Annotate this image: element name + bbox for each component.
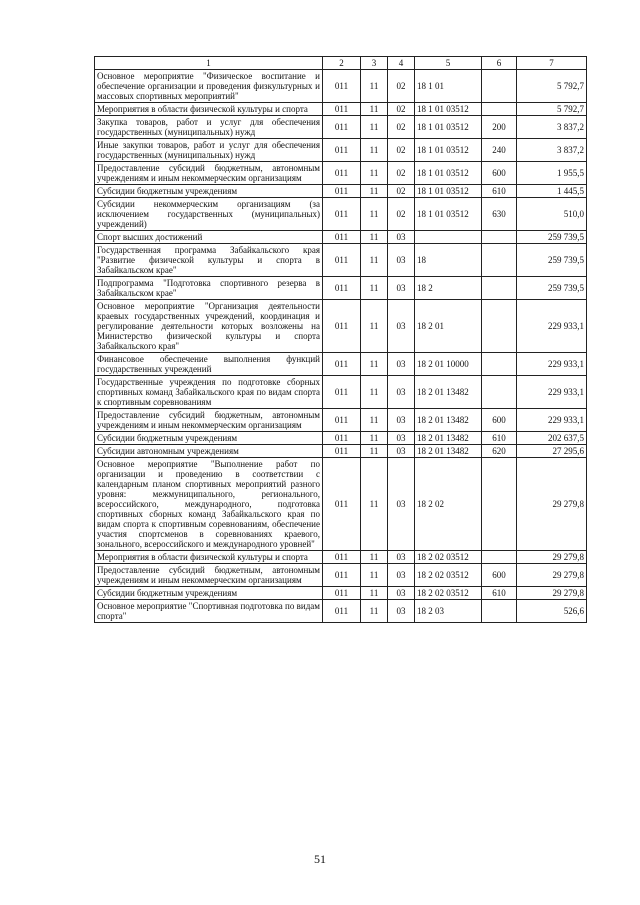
item-name-cell: Предоставление субсидий бюджетным, автономным учреждениям и иным некоммерческим организациям bbox=[95, 162, 323, 185]
amount-cell: 29 279,8 bbox=[517, 564, 587, 587]
subsection-cell: 02 bbox=[388, 103, 415, 116]
expense-type-cell bbox=[482, 300, 517, 353]
target-article-cell: 18 1 01 03512 bbox=[415, 103, 482, 116]
amount-cell: 3 837,2 bbox=[517, 139, 587, 162]
subsection-cell: 03 bbox=[388, 376, 415, 409]
table-row bbox=[95, 600, 587, 623]
section-cell: 11 bbox=[361, 551, 388, 564]
header-col-4: 4 bbox=[388, 57, 415, 70]
target-article-cell: 18 1 01 bbox=[415, 70, 482, 103]
amount-cell: 3 837,2 bbox=[517, 116, 587, 139]
subsection-cell: 03 bbox=[388, 587, 415, 600]
subsection-cell: 03 bbox=[388, 277, 415, 300]
item-name-cell: Закупка товаров, работ и услуг для обеспечения государственных (муниципальных) нужд bbox=[95, 116, 323, 139]
table-row bbox=[95, 587, 587, 600]
subsection-cell: 02 bbox=[388, 70, 415, 103]
subsection-cell: 03 bbox=[388, 600, 415, 623]
expense-type-cell bbox=[482, 551, 517, 564]
section-cell: 11 bbox=[361, 244, 388, 277]
section-cell: 11 bbox=[361, 409, 388, 432]
item-name-cell: Мероприятия в области физической культуры и спорта bbox=[95, 103, 323, 116]
section-cell: 11 bbox=[361, 277, 388, 300]
target-article-cell: 18 1 01 03512 bbox=[415, 198, 482, 231]
section-cell: 11 bbox=[361, 162, 388, 185]
table-row bbox=[95, 139, 587, 162]
subsection-cell: 03 bbox=[388, 458, 415, 551]
amount-cell: 259 739,5 bbox=[517, 231, 587, 244]
item-name-cell: Основное мероприятие "Спортивная подготовка по видам спорта" bbox=[95, 600, 323, 623]
item-name-cell: Основное мероприятие "Организация деятельности краевых государственных учреждений, координация и регулирование деятельности которых возложены на Министерство физической культуры и спорта Забайкальского края" bbox=[95, 300, 323, 353]
item-name-cell: Предоставление субсидий бюджетным, автономным учреждениям и иным некоммерческим организациям bbox=[95, 564, 323, 587]
table-row bbox=[95, 551, 587, 564]
target-article-cell: 18 2 02 bbox=[415, 458, 482, 551]
expense-type-cell bbox=[482, 458, 517, 551]
admin-code-cell: 011 bbox=[323, 231, 361, 244]
table-row bbox=[95, 376, 587, 409]
table-row bbox=[95, 458, 587, 551]
item-name-cell: Основное мероприятие "Физическое воспитание и обеспечение организации и проведения физкультурных и массовых спортивных мероприятий" bbox=[95, 70, 323, 103]
expense-type-cell: 600 bbox=[482, 162, 517, 185]
amount-cell: 29 279,8 bbox=[517, 551, 587, 564]
expense-type-cell bbox=[482, 353, 517, 376]
table-row bbox=[95, 231, 587, 244]
target-article-cell: 18 2 02 03512 bbox=[415, 564, 482, 587]
amount-cell: 5 792,7 bbox=[517, 70, 587, 103]
expense-type-cell bbox=[482, 376, 517, 409]
amount-cell: 5 792,7 bbox=[517, 103, 587, 116]
expense-type-cell bbox=[482, 600, 517, 623]
section-cell: 11 bbox=[361, 198, 388, 231]
target-article-cell: 18 1 01 03512 bbox=[415, 116, 482, 139]
table-row bbox=[95, 185, 587, 198]
item-name-cell: Субсидии бюджетным учреждениям bbox=[95, 185, 323, 198]
amount-cell: 1 955,5 bbox=[517, 162, 587, 185]
admin-code-cell: 011 bbox=[323, 564, 361, 587]
admin-code-cell: 011 bbox=[323, 300, 361, 353]
table-row bbox=[95, 564, 587, 587]
item-name-cell: Мероприятия в области физической культуры и спорта bbox=[95, 551, 323, 564]
item-name-cell: Иные закупки товаров, работ и услуг для обеспечения государственных (муниципальных) нужд bbox=[95, 139, 323, 162]
expense-type-cell: 240 bbox=[482, 139, 517, 162]
amount-cell: 1 445,5 bbox=[517, 185, 587, 198]
target-article-cell: 18 2 02 03512 bbox=[415, 551, 482, 564]
table-row bbox=[95, 353, 587, 376]
subsection-cell: 02 bbox=[388, 139, 415, 162]
amount-cell: 229 933,1 bbox=[517, 376, 587, 409]
expense-type-cell bbox=[482, 103, 517, 116]
section-cell: 11 bbox=[361, 353, 388, 376]
subsection-cell: 02 bbox=[388, 116, 415, 139]
target-article-cell: 18 2 01 13482 bbox=[415, 409, 482, 432]
expense-type-cell: 630 bbox=[482, 198, 517, 231]
target-article-cell: 18 2 01 13482 bbox=[415, 445, 482, 458]
expense-type-cell bbox=[482, 70, 517, 103]
target-article-cell: 18 bbox=[415, 244, 482, 277]
expense-type-cell: 610 bbox=[482, 185, 517, 198]
subsection-cell: 03 bbox=[388, 551, 415, 564]
item-name-cell: Субсидии бюджетным учреждениям bbox=[95, 432, 323, 445]
amount-cell: 259 739,5 bbox=[517, 277, 587, 300]
admin-code-cell: 011 bbox=[323, 600, 361, 623]
subsection-cell: 03 bbox=[388, 231, 415, 244]
expense-type-cell: 620 bbox=[482, 445, 517, 458]
target-article-cell: 18 2 01 bbox=[415, 300, 482, 353]
section-cell: 11 bbox=[361, 231, 388, 244]
target-article-cell: 18 2 01 13482 bbox=[415, 432, 482, 445]
subsection-cell: 03 bbox=[388, 300, 415, 353]
item-name-cell: Финансовое обеспечение выполнения функций государственных учреждений bbox=[95, 353, 323, 376]
item-name-cell: Предоставление субсидий бюджетным, автономным учреждениям и иным некоммерческим организациям bbox=[95, 409, 323, 432]
target-article-cell: 18 2 01 13482 bbox=[415, 376, 482, 409]
target-article-cell: 18 2 02 03512 bbox=[415, 587, 482, 600]
header-col-6: 6 bbox=[482, 57, 517, 70]
header-col-3: 3 bbox=[361, 57, 388, 70]
amount-cell: 29 279,8 bbox=[517, 587, 587, 600]
expense-type-cell: 600 bbox=[482, 409, 517, 432]
section-cell: 11 bbox=[361, 376, 388, 409]
admin-code-cell: 011 bbox=[323, 587, 361, 600]
target-article-cell: 18 1 01 03512 bbox=[415, 162, 482, 185]
table-row bbox=[95, 70, 587, 103]
table-row bbox=[95, 116, 587, 139]
section-cell: 11 bbox=[361, 103, 388, 116]
header-col-2: 2 bbox=[323, 57, 361, 70]
section-cell: 11 bbox=[361, 600, 388, 623]
subsection-cell: 02 bbox=[388, 198, 415, 231]
admin-code-cell: 011 bbox=[323, 432, 361, 445]
amount-cell: 259 739,5 bbox=[517, 244, 587, 277]
target-article-cell bbox=[415, 231, 482, 244]
admin-code-cell: 011 bbox=[323, 353, 361, 376]
admin-code-cell: 011 bbox=[323, 116, 361, 139]
section-cell: 11 bbox=[361, 116, 388, 139]
expense-type-cell bbox=[482, 231, 517, 244]
subsection-cell: 02 bbox=[388, 162, 415, 185]
item-name-cell: Государственная программа Забайкальского края "Развитие физической культуры и спорта в Забайкальском крае" bbox=[95, 244, 323, 277]
expense-type-cell bbox=[482, 244, 517, 277]
admin-code-cell: 011 bbox=[323, 244, 361, 277]
table-row bbox=[95, 198, 587, 231]
admin-code-cell: 011 bbox=[323, 376, 361, 409]
subsection-cell: 03 bbox=[388, 445, 415, 458]
subsection-cell: 02 bbox=[388, 185, 415, 198]
section-cell: 11 bbox=[361, 564, 388, 587]
item-name-cell: Спорт высших достижений bbox=[95, 231, 323, 244]
subsection-cell: 03 bbox=[388, 244, 415, 277]
target-article-cell: 18 2 01 10000 bbox=[415, 353, 482, 376]
budget-table bbox=[94, 56, 587, 623]
admin-code-cell: 011 bbox=[323, 445, 361, 458]
table-row bbox=[95, 409, 587, 432]
admin-code-cell: 011 bbox=[323, 70, 361, 103]
section-cell: 11 bbox=[361, 445, 388, 458]
target-article-cell: 18 1 01 03512 bbox=[415, 185, 482, 198]
admin-code-cell: 011 bbox=[323, 139, 361, 162]
target-article-cell: 18 2 bbox=[415, 277, 482, 300]
table-row bbox=[95, 244, 587, 277]
admin-code-cell: 011 bbox=[323, 103, 361, 116]
subsection-cell: 03 bbox=[388, 409, 415, 432]
expense-type-cell: 610 bbox=[482, 432, 517, 445]
admin-code-cell: 011 bbox=[323, 185, 361, 198]
admin-code-cell: 011 bbox=[323, 277, 361, 300]
table-body bbox=[95, 57, 587, 623]
item-name-cell: Субсидии некоммерческим организациям (за исключением государственных (муниципальных) учреждений) bbox=[95, 198, 323, 231]
subsection-cell: 03 bbox=[388, 564, 415, 587]
header-col-7: 7 bbox=[517, 57, 587, 70]
table-row bbox=[95, 300, 587, 353]
section-cell: 11 bbox=[361, 458, 388, 551]
expense-type-cell: 610 bbox=[482, 587, 517, 600]
subsection-cell: 03 bbox=[388, 432, 415, 445]
expense-type-cell: 200 bbox=[482, 116, 517, 139]
item-name-cell: Основное мероприятие "Выполнение работ по организации и проведению в соответствии с календарным планом спортивных мероприятий разного уровня: межмуниципального, регионального, всероссийского, международного, подготовка спортивных сборных команд Забайкальского края по видам спорта к спортивным соревнованиям, обеспечение участия спортсменов в соревнованиях краевого, зонального, всероссийского и международного уровней" bbox=[95, 458, 323, 551]
amount-cell: 229 933,1 bbox=[517, 409, 587, 432]
amount-cell: 202 637,5 bbox=[517, 432, 587, 445]
table-row bbox=[95, 103, 587, 116]
section-cell: 11 bbox=[361, 185, 388, 198]
admin-code-cell: 011 bbox=[323, 409, 361, 432]
table-row bbox=[95, 162, 587, 185]
amount-cell: 510,0 bbox=[517, 198, 587, 231]
admin-code-cell: 011 bbox=[323, 198, 361, 231]
item-name-cell: Субсидии бюджетным учреждениям bbox=[95, 587, 323, 600]
table-row bbox=[95, 277, 587, 300]
page-number: 51 bbox=[314, 852, 326, 866]
section-cell: 11 bbox=[361, 70, 388, 103]
header-row bbox=[95, 57, 587, 70]
item-name-cell: Государственные учреждения по подготовке сборных спортивных команд Забайкальского края по видам спорта к спортивным соревнованиям bbox=[95, 376, 323, 409]
admin-code-cell: 011 bbox=[323, 551, 361, 564]
item-name-cell: Субсидии автономным учреждениям bbox=[95, 445, 323, 458]
target-article-cell: 18 1 01 03512 bbox=[415, 139, 482, 162]
amount-cell: 27 295,6 bbox=[517, 445, 587, 458]
target-article-cell: 18 2 03 bbox=[415, 600, 482, 623]
item-name-cell: Подпрограмма "Подготовка спортивного резерва в Забайкальском крае" bbox=[95, 277, 323, 300]
expense-type-cell bbox=[482, 277, 517, 300]
table-row bbox=[95, 432, 587, 445]
amount-cell: 29 279,8 bbox=[517, 458, 587, 551]
subsection-cell: 03 bbox=[388, 353, 415, 376]
section-cell: 11 bbox=[361, 300, 388, 353]
section-cell: 11 bbox=[361, 587, 388, 600]
table-row bbox=[95, 445, 587, 458]
expense-type-cell: 600 bbox=[482, 564, 517, 587]
section-cell: 11 bbox=[361, 432, 388, 445]
header-col-5: 5 bbox=[415, 57, 482, 70]
admin-code-cell: 011 bbox=[323, 458, 361, 551]
amount-cell: 229 933,1 bbox=[517, 353, 587, 376]
admin-code-cell: 011 bbox=[323, 162, 361, 185]
amount-cell: 526,6 bbox=[517, 600, 587, 623]
amount-cell: 229 933,1 bbox=[517, 300, 587, 353]
header-col-1: 1 bbox=[95, 57, 323, 70]
section-cell: 11 bbox=[361, 139, 388, 162]
